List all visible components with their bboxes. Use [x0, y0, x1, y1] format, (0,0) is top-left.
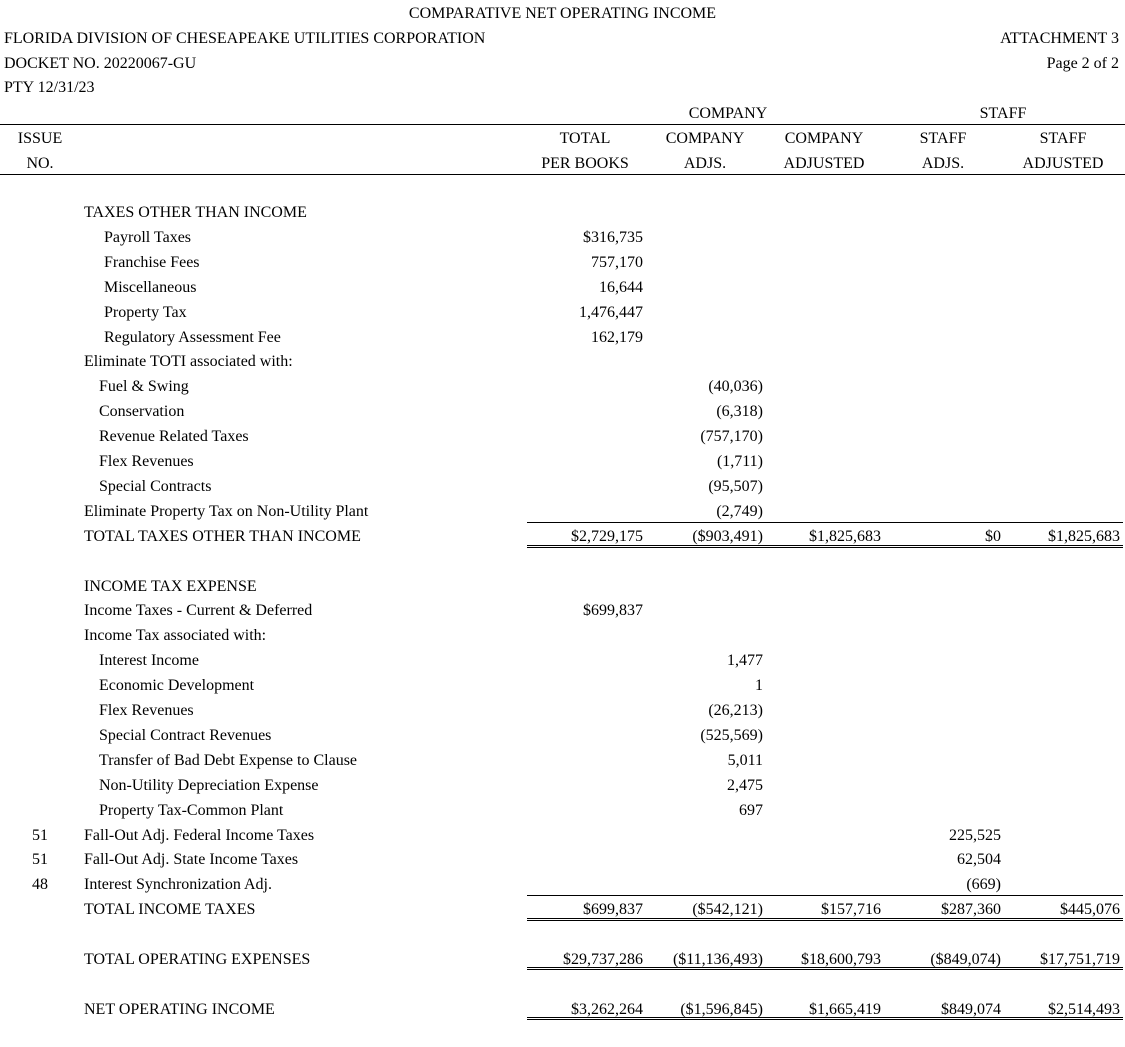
- row-label: TAXES OTHER THAN INCOME: [84, 204, 307, 221]
- row-label: Non-Utility Depreciation Expense: [99, 777, 319, 794]
- col-header-staff-adjusted-2: ADJUSTED: [1022, 155, 1104, 172]
- cell-sadjd: $2,514,493: [1048, 1001, 1120, 1018]
- cell-total: $699,837: [583, 602, 643, 619]
- cell-sadj: $849,074: [941, 1001, 1001, 1018]
- company-name: FLORIDA DIVISION OF CHESEAPEAKE UTILITIES CORPORATION: [4, 30, 486, 47]
- row-label: Miscellaneous: [104, 279, 197, 296]
- cell-cadj: (26,213): [708, 702, 763, 719]
- row-label: Fall-Out Adj. Federal Income Taxes: [84, 827, 315, 844]
- row-label: Fall-Out Adj. State Income Taxes: [84, 851, 299, 868]
- row-label: Special Contract Revenues: [99, 727, 272, 744]
- cell-cadj: ($1,596,845): [680, 1001, 763, 1018]
- row-label: Regulatory Assessment Fee: [104, 329, 281, 346]
- cell-total: $699,837: [583, 901, 643, 918]
- cell-cadj: 2,475: [727, 777, 763, 794]
- row-label: Property Tax-Common Plant: [99, 802, 284, 819]
- row-label: Special Contracts: [99, 478, 212, 495]
- cell-sadj: $287,360: [941, 901, 1001, 918]
- row-label: Fuel & Swing: [99, 378, 189, 395]
- col-header-company-adjusted-2: ADJUSTED: [783, 155, 865, 172]
- col-header-company-adjusted-1: COMPANY: [784, 130, 864, 147]
- cell-total: $2,729,175: [571, 528, 643, 545]
- cell-cadjd: $157,716: [821, 901, 881, 918]
- row-label: INCOME TAX EXPENSE: [84, 578, 257, 595]
- cell-sadj: $0: [985, 528, 1001, 545]
- cell-sadj: 62,504: [957, 851, 1001, 868]
- cell-total: $29,737,286: [563, 951, 643, 968]
- row-label: Flex Revenues: [99, 702, 194, 719]
- group-header-company: COMPANY: [688, 105, 768, 122]
- cell-sadjd: $1,825,683: [1048, 528, 1120, 545]
- cell-total: $316,735: [583, 229, 643, 246]
- header-top-rule: [0, 124, 1125, 125]
- period-label: PTY 12/31/23: [4, 79, 95, 96]
- cell-total: 162,179: [591, 329, 643, 346]
- cell-cadj: 1,477: [727, 652, 763, 669]
- cell-sadjd: $445,076: [1060, 901, 1120, 918]
- cell-cadj: (40,036): [708, 378, 763, 395]
- page-number: Page 2 of 2: [1046, 55, 1119, 72]
- cell-cadj: ($542,121): [692, 901, 763, 918]
- row-label: Income Tax associated with:: [84, 627, 267, 644]
- cell-total: 1,476,447: [579, 304, 643, 321]
- row-label: Payroll Taxes: [104, 229, 192, 246]
- issue-number: 51: [32, 851, 48, 868]
- cell-cadj: (95,507): [708, 478, 763, 495]
- issue-number: 51: [32, 827, 48, 844]
- cell-cadj: (2,749): [716, 503, 763, 520]
- row-label: Transfer of Bad Debt Expense to Clause: [99, 752, 358, 769]
- cell-total: 16,644: [599, 279, 643, 296]
- col-header-staff-adjs-2: ADJS.: [921, 155, 965, 172]
- page-title: COMPARATIVE NET OPERATING INCOME: [408, 5, 717, 22]
- col-header-issue-1: ISSUE: [17, 130, 63, 147]
- rule-toti-double: [527, 545, 1123, 548]
- cell-cadj: 1: [755, 677, 763, 694]
- rule-opex-double: [527, 967, 1123, 970]
- row-label: Eliminate Property Tax on Non-Utility Plant: [84, 503, 369, 520]
- cell-cadj: ($903,491): [692, 528, 763, 545]
- cell-sadj: 225,525: [949, 827, 1001, 844]
- docket-number: DOCKET NO. 20220067-GU: [4, 55, 197, 72]
- cell-cadj: (1,711): [716, 453, 763, 470]
- cell-cadj: (525,569): [700, 727, 763, 744]
- cell-cadj: 5,011: [727, 752, 763, 769]
- col-header-total-1: TOTAL: [559, 130, 611, 147]
- col-header-issue-2: NO.: [26, 155, 54, 172]
- cell-cadj: 697: [739, 802, 763, 819]
- row-label: Economic Development: [99, 677, 255, 694]
- cell-total: 757,170: [591, 254, 643, 271]
- col-header-total-2: PER BOOKS: [541, 155, 629, 172]
- cell-cadjd: $1,665,419: [809, 1001, 881, 1018]
- row-label: Conservation: [99, 403, 185, 420]
- group-header-staff: STAFF: [979, 105, 1027, 122]
- cell-sadj: (669): [966, 876, 1001, 893]
- row-label: Flex Revenues: [99, 453, 194, 470]
- cell-cadj: (757,170): [700, 428, 763, 445]
- rule-income-tax-double: [527, 918, 1123, 921]
- cell-cadjd: $18,600,793: [801, 951, 881, 968]
- col-header-staff-adjusted-1: STAFF: [1039, 130, 1087, 147]
- header-bottom-rule: [0, 174, 1125, 175]
- row-label: Revenue Related Taxes: [99, 428, 249, 445]
- cell-total: $3,262,264: [571, 1001, 643, 1018]
- cell-sadj: ($849,074): [930, 951, 1001, 968]
- rule-noi-double: [527, 1017, 1123, 1020]
- issue-number: 48: [32, 876, 48, 893]
- cell-cadj: ($11,136,493): [672, 951, 763, 968]
- rule-toti-single: [527, 522, 1123, 523]
- rule-income-tax-single: [527, 895, 1123, 896]
- col-header-company-adjs-2: ADJS.: [683, 155, 727, 172]
- cell-sadjd: $17,751,719: [1040, 951, 1120, 968]
- row-label: TOTAL OPERATING EXPENSES: [84, 951, 311, 968]
- cell-cadjd: $1,825,683: [809, 528, 881, 545]
- row-label: Eliminate TOTI associated with:: [84, 353, 293, 370]
- row-label: Income Taxes - Current & Deferred: [84, 602, 313, 619]
- row-label: Interest Income: [99, 652, 199, 669]
- col-header-company-adjs-1: COMPANY: [665, 130, 745, 147]
- row-label: Franchise Fees: [104, 254, 200, 271]
- row-label: NET OPERATING INCOME: [84, 1001, 275, 1018]
- row-label: Interest Synchronization Adj.: [84, 876, 272, 893]
- row-label: TOTAL INCOME TAXES: [84, 901, 256, 918]
- attachment-label: ATTACHMENT 3: [1000, 30, 1119, 47]
- row-label: TOTAL TAXES OTHER THAN INCOME: [84, 528, 361, 545]
- col-header-staff-adjs-1: STAFF: [919, 130, 967, 147]
- row-label: Property Tax: [104, 304, 187, 321]
- cell-cadj: (6,318): [716, 403, 763, 420]
